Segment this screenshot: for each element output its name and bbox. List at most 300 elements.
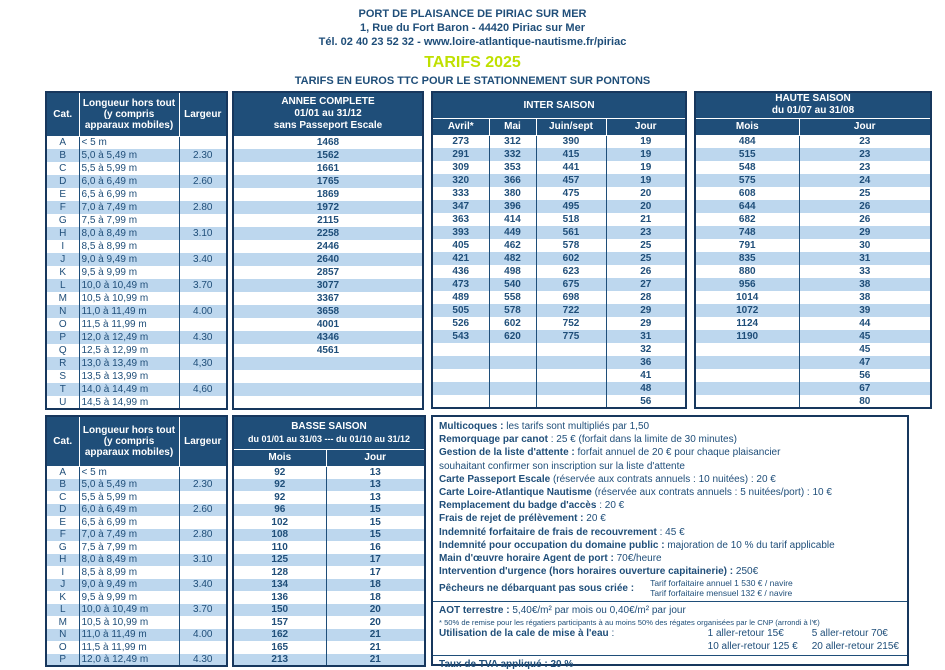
cell-hs_jour: 39 xyxy=(799,304,931,317)
table-row xyxy=(432,135,686,148)
table-row xyxy=(432,369,686,382)
cell-juinsept: 457 xyxy=(536,174,606,187)
cell-annee: 1468 xyxy=(316,137,340,149)
table-row xyxy=(695,174,931,187)
cell-longueur: 7,0 à 7,49 m xyxy=(79,201,179,214)
table-row xyxy=(46,466,227,479)
table-row xyxy=(233,305,423,318)
cell-avril: 393 xyxy=(452,227,470,238)
info-main-oeuvre: Main d'œuvre horaire Agent de port : 70€/heure xyxy=(439,553,662,565)
cell-hs_mois xyxy=(695,343,799,356)
table-row xyxy=(233,641,425,654)
cell-hs_mois: 1072 xyxy=(736,305,759,316)
main-tariff-tables xyxy=(45,91,945,410)
info-intervention-urgence: Intervention d'urgence (hors horaires ouverture capitainerie) : 250€ xyxy=(439,566,759,578)
table-row xyxy=(46,370,227,383)
cell-cat: G xyxy=(58,215,67,226)
cell-jour_inter: 28 xyxy=(606,291,686,304)
info-liste-attente-suite: souhaitant confirmer son inscription sur la liste d'attente xyxy=(439,460,685,472)
cell-largeur: 4.00 xyxy=(179,305,227,318)
haute-title-line1: HAUTE SAISON xyxy=(775,93,851,105)
table-row xyxy=(695,317,931,330)
cell-jour: 16 xyxy=(326,541,425,554)
cell-annee: 1765 xyxy=(316,176,340,187)
cell-mai: 312 xyxy=(489,135,536,148)
table-row xyxy=(233,554,425,567)
cell-juinsept: 675 xyxy=(536,278,606,291)
cell-juinsept: 578 xyxy=(536,239,606,252)
cell-largeur xyxy=(179,292,227,305)
inter-saison-body xyxy=(432,135,686,408)
cell-largeur: 2.80 xyxy=(179,201,227,214)
page-subtitle: TARIFS EN EUROS TTC POUR LE STATIONNEMENT SUR PONTONS xyxy=(294,75,651,87)
port-address: 1, Rue du Fort Baron - 44420 Piriac sur Mer xyxy=(360,22,585,34)
document-header xyxy=(0,0,945,87)
cell-largeur: 4.00 xyxy=(179,629,227,642)
cell-avril xyxy=(432,395,489,408)
cell-cat: M xyxy=(58,616,67,628)
cell-longueur: 10,0 à 10,49 m xyxy=(79,279,179,292)
cell-jour_inter: 32 xyxy=(606,343,686,356)
cell-annee xyxy=(233,396,423,409)
basse-saison-table xyxy=(232,415,426,667)
info-passeport-escale: Carte Passeport Escale (réservée aux contrats annuels : 10 nuitées) : 20 € xyxy=(439,473,776,485)
table-row xyxy=(46,504,227,517)
table-row xyxy=(432,395,686,408)
cell-mai xyxy=(489,369,536,382)
info-domaine-public: Indemnité pour occupation du domaine public : majoration de 10 % du tarif applicable xyxy=(439,539,835,551)
cell-annee: 4001 xyxy=(316,319,340,330)
cell-mois: 102 xyxy=(271,516,289,528)
table-row xyxy=(46,554,227,567)
cell-largeur: 4.30 xyxy=(179,331,227,344)
cell-mai: 498 xyxy=(489,265,536,278)
cell-cat: U xyxy=(59,396,67,408)
cell-avril xyxy=(432,343,489,356)
cell-juinsept: 390 xyxy=(536,135,606,148)
cell-jour_inter: 31 xyxy=(606,330,686,343)
cell-hs_jour: 26 xyxy=(799,200,931,213)
table-row xyxy=(46,344,227,357)
cell-longueur: 5,0 à 5,49 m xyxy=(79,149,179,162)
cell-cat: I xyxy=(61,566,65,578)
basse-title-line2: du 01/01 au 31/03 --- du 01/10 au 31/12 xyxy=(247,433,411,444)
table-row xyxy=(46,579,227,592)
cell-jour: 20 xyxy=(326,616,425,629)
cell-annee xyxy=(233,357,423,370)
cell-juinsept: 561 xyxy=(536,226,606,239)
cell-largeur xyxy=(179,466,227,479)
cell-mai: 602 xyxy=(489,317,536,330)
cell-mois: 125 xyxy=(271,554,289,566)
cell-largeur: 3.70 xyxy=(179,279,227,292)
cell-jour_inter: 19 xyxy=(606,148,686,161)
cell-jour: 13 xyxy=(326,491,425,504)
table-row xyxy=(432,330,686,343)
cell-largeur: 3.40 xyxy=(179,579,227,592)
cell-longueur: 11,0 à 11,49 m xyxy=(79,629,179,642)
table-row xyxy=(46,641,227,654)
cell-hs_mois: 835 xyxy=(738,253,756,264)
regatiers-footnote: * 50% de remise pour les régatiers participants à au moins 50% des régates organisées par le CNP (arrondi à l'€) xyxy=(439,617,820,627)
col-header-mai: Mai xyxy=(489,118,536,135)
table-row xyxy=(233,466,425,479)
cell-hs_mois: 791 xyxy=(738,240,756,251)
cell-largeur xyxy=(179,162,227,175)
cell-hs_mois: 1014 xyxy=(736,292,759,303)
table-row xyxy=(46,541,227,554)
table-row xyxy=(46,516,227,529)
table-row xyxy=(233,541,425,554)
cell-mois: 128 xyxy=(271,566,289,578)
cell-mois: 213 xyxy=(271,653,289,665)
cell-jour_inter: 29 xyxy=(606,304,686,317)
cell-cat: F xyxy=(59,202,66,213)
table-row xyxy=(432,265,686,278)
cell-cat: L xyxy=(59,604,66,616)
cell-hs_jour: 33 xyxy=(799,265,931,278)
cell-hs_jour: 47 xyxy=(799,356,931,369)
cell-annee: 1661 xyxy=(316,163,340,174)
cell-longueur: 6,5 à 6,99 m xyxy=(79,516,179,529)
table-row xyxy=(233,504,425,517)
cell-longueur: 11,5 à 11,99 m xyxy=(79,318,179,331)
cell-annee: 2446 xyxy=(316,241,340,252)
table-row xyxy=(46,214,227,227)
cell-hs_jour: 29 xyxy=(799,226,931,239)
cell-longueur: 8,0 à 8,49 m xyxy=(79,227,179,240)
cell-jour_inter: 19 xyxy=(606,161,686,174)
basse-categories-body xyxy=(46,466,227,666)
table-row xyxy=(432,187,686,200)
col-header-jour-inter: Jour xyxy=(606,118,686,135)
table-row xyxy=(46,383,227,396)
cell-cat: B xyxy=(59,150,67,161)
table-row xyxy=(695,252,931,265)
table-row xyxy=(432,148,686,161)
cell-mois: 96 xyxy=(274,504,286,516)
cell-cat: D xyxy=(59,504,67,516)
table-row xyxy=(695,200,931,213)
cell-cat: O xyxy=(58,641,67,653)
cell-cat: O xyxy=(58,319,67,330)
cell-jour: 15 xyxy=(326,504,425,517)
cell-mai: 414 xyxy=(489,213,536,226)
cell-juinsept: 495 xyxy=(536,200,606,213)
table-row xyxy=(233,579,425,592)
cell-longueur: 14,0 à 14,49 m xyxy=(79,383,179,396)
table-row xyxy=(432,343,686,356)
pecheurs-tarif-mensuel: Tarif forfaitaire mensuel 132 € / navire xyxy=(650,588,793,599)
table-row xyxy=(695,213,931,226)
cell-jour_inter: 20 xyxy=(606,187,686,200)
table-row xyxy=(695,382,931,395)
cell-avril: 320 xyxy=(452,175,470,186)
cell-cat: E xyxy=(59,189,67,200)
cell-largeur: 2.30 xyxy=(179,479,227,492)
table-row xyxy=(233,654,425,667)
cell-cat: D xyxy=(59,176,67,187)
cell-cat: C xyxy=(59,491,67,503)
table-row xyxy=(46,253,227,266)
cell-mai: 366 xyxy=(489,174,536,187)
info-divider xyxy=(433,601,907,602)
cell-mai: 620 xyxy=(489,330,536,343)
cell-longueur: 6,0 à 6,49 m xyxy=(79,504,179,517)
cell-jour: 17 xyxy=(326,554,425,567)
cell-largeur: 2.60 xyxy=(179,175,227,188)
cell-largeur xyxy=(179,616,227,629)
table-row xyxy=(46,591,227,604)
pecheurs-tarif-annuel: Tarif forfaitaire annuel 1 530 € / navire xyxy=(650,578,793,589)
info-aot-terrestre: AOT terrestre : 5,40€/m² par mois ou 0,40€/m² par jour xyxy=(439,605,686,617)
col-header-haute-mois: Mois xyxy=(695,118,799,135)
cell-juinsept xyxy=(536,395,606,408)
cell-largeur xyxy=(179,541,227,554)
cell-cat: H xyxy=(59,554,67,566)
cell-mai: 578 xyxy=(489,304,536,317)
table-row xyxy=(233,175,423,188)
table-row xyxy=(46,201,227,214)
table-row xyxy=(46,629,227,642)
cell-avril xyxy=(432,382,489,395)
cell-largeur xyxy=(179,188,227,201)
cell-longueur: 6,5 à 6,99 m xyxy=(79,188,179,201)
cell-largeur xyxy=(179,136,227,149)
col-header-basse-jour: Jour xyxy=(326,449,425,466)
table-row xyxy=(695,187,931,200)
cell-largeur: 3.10 xyxy=(179,227,227,240)
cell-hs_jour: 26 xyxy=(799,213,931,226)
cell-longueur: 5,0 à 5,49 m xyxy=(79,479,179,492)
cell-hs_mois: 644 xyxy=(738,201,756,212)
cell-largeur xyxy=(179,214,227,227)
cell-hs_mois xyxy=(695,382,799,395)
table-row xyxy=(432,200,686,213)
haute-title-line2: du 01/07 au 31/08 xyxy=(771,105,855,117)
info-cale-mise-a-leau xyxy=(439,628,901,653)
cell-largeur xyxy=(179,591,227,604)
info-rejet-prelevement: Frais de rejet de prélèvement : 20 € xyxy=(439,513,606,525)
table-row xyxy=(46,604,227,617)
info-pecheurs xyxy=(439,578,901,598)
basse-table-categories xyxy=(45,415,228,667)
cell-annee: 1562 xyxy=(316,150,340,161)
phone-number: Tél. 02 40 23 52 32 - xyxy=(318,36,424,48)
cell-longueur: 9,0 à 9,49 m xyxy=(79,579,179,592)
cell-hs_jour: 24 xyxy=(799,174,931,187)
cell-cat: K xyxy=(59,267,67,278)
cell-jour_inter: 25 xyxy=(606,252,686,265)
cell-hs_jour: 67 xyxy=(799,382,931,395)
cale-tarif-20ar: 20 aller-retour 215€ xyxy=(811,640,899,652)
haute-saison-body xyxy=(695,135,931,408)
cell-mai: 332 xyxy=(489,148,536,161)
table-row xyxy=(46,616,227,629)
cell-mai: 558 xyxy=(489,291,536,304)
cell-avril: 526 xyxy=(452,318,470,329)
cell-cat: E xyxy=(59,516,67,528)
cell-annee: 4561 xyxy=(316,345,340,356)
cell-cat: H xyxy=(59,228,67,239)
cell-longueur: 11,0 à 11,49 m xyxy=(79,305,179,318)
cell-jour: 21 xyxy=(326,654,425,667)
table-row xyxy=(46,240,227,253)
cell-annee xyxy=(233,370,423,383)
cell-juinsept: 475 xyxy=(536,187,606,200)
cell-juinsept: 623 xyxy=(536,265,606,278)
cell-largeur xyxy=(179,491,227,504)
cell-cat: S xyxy=(59,371,67,382)
col-header-haute-jour: Jour xyxy=(799,118,931,135)
cell-longueur: 9,0 à 9,49 m xyxy=(79,253,179,266)
cell-hs_jour: 45 xyxy=(799,343,931,356)
cell-cat: P xyxy=(59,332,67,343)
table-row xyxy=(46,279,227,292)
cell-cat: G xyxy=(58,541,67,553)
pecheurs-label: Pêcheurs ne débarquant pas sous criée : xyxy=(439,582,635,594)
cell-mois: 92 xyxy=(274,491,286,503)
cell-hs_mois: 515 xyxy=(738,149,756,160)
cell-juinsept: 775 xyxy=(536,330,606,343)
table-row xyxy=(46,136,227,149)
cell-jour: 13 xyxy=(326,466,425,479)
basse-saison-title xyxy=(233,416,425,449)
annee-line1: ANNEE COMPLETE xyxy=(281,96,375,108)
cell-longueur: < 5 m xyxy=(79,466,179,479)
cell-cat: A xyxy=(59,467,67,478)
cale-tarif-5ar: 5 aller-retour 70€ xyxy=(811,628,888,640)
cell-hs_jour: 30 xyxy=(799,239,931,252)
cell-cat: Q xyxy=(58,345,67,356)
pecheurs-tarifs xyxy=(650,578,793,598)
cell-largeur: 2.60 xyxy=(179,504,227,517)
table-row xyxy=(233,604,425,617)
cell-annee: 2640 xyxy=(316,254,340,265)
table-row xyxy=(233,370,423,383)
cell-juinsept xyxy=(536,356,606,369)
cell-hs_mois: 575 xyxy=(738,175,756,186)
cell-juinsept: 698 xyxy=(536,291,606,304)
table-row xyxy=(233,383,423,396)
cell-longueur: 10,5 à 10,99 m xyxy=(79,616,179,629)
col-header-basse-mois: Mois xyxy=(233,449,326,466)
cell-jour_inter: 21 xyxy=(606,213,686,226)
table-row xyxy=(46,479,227,492)
cell-cat: B xyxy=(59,479,67,491)
cell-largeur xyxy=(179,344,227,357)
cell-cat: I xyxy=(61,241,65,252)
cell-mois: 157 xyxy=(271,616,289,628)
cell-largeur: 3.10 xyxy=(179,554,227,567)
cell-largeur: 3.40 xyxy=(179,253,227,266)
table-row xyxy=(233,331,423,344)
table-row xyxy=(233,201,423,214)
table-row xyxy=(233,279,423,292)
basse-saison-body xyxy=(233,466,425,666)
website-url: www.loire-atlantique-nautisme.fr/piriac xyxy=(423,36,627,48)
page-title: TARIFS 2025 xyxy=(424,54,521,71)
table-row xyxy=(233,253,423,266)
cell-hs_mois: 748 xyxy=(738,227,756,238)
main-table-annee-complete xyxy=(232,91,424,410)
cell-avril: 273 xyxy=(452,136,470,148)
cell-juinsept: 752 xyxy=(536,317,606,330)
cell-annee: 1972 xyxy=(316,202,340,213)
cell-hs_jour: 38 xyxy=(799,291,931,304)
cell-hs_jour: 38 xyxy=(799,278,931,291)
table-row xyxy=(233,240,423,253)
table-row xyxy=(233,136,423,149)
table-row xyxy=(46,396,227,409)
table-row xyxy=(695,278,931,291)
cell-jour: 21 xyxy=(326,629,425,642)
cell-jour: 21 xyxy=(326,641,425,654)
cell-longueur: 12,0 à 12,49 m xyxy=(79,654,179,667)
table-row xyxy=(233,162,423,175)
cell-annee: 3658 xyxy=(316,306,340,317)
cell-jour: 15 xyxy=(326,529,425,542)
cale-tarif-1ar: 1 aller-retour 15€ xyxy=(707,628,784,640)
table-row xyxy=(46,149,227,162)
cell-longueur: 6,0 à 6,49 m xyxy=(79,175,179,188)
cell-avril: 436 xyxy=(452,266,470,277)
cell-annee: 2857 xyxy=(316,267,340,278)
cell-mai xyxy=(489,382,536,395)
table-row xyxy=(46,162,227,175)
cell-annee xyxy=(233,383,423,396)
cell-hs_jour: 31 xyxy=(799,252,931,265)
info-tva: Taux de TVA appliqué : 20 % xyxy=(433,655,907,670)
cell-jour: 17 xyxy=(326,566,425,579)
table-row xyxy=(432,239,686,252)
cell-jour_inter: 26 xyxy=(606,265,686,278)
info-badge: Remplacement du badge d'accès : 20 € xyxy=(439,500,625,512)
table-row xyxy=(233,566,425,579)
table-row xyxy=(46,227,227,240)
basse-col-header-largeur: Largeur xyxy=(179,416,227,466)
col-header-annee-complete xyxy=(233,92,423,136)
cell-longueur: 13,0 à 13,49 m xyxy=(79,357,179,370)
cell-mois: 165 xyxy=(271,641,289,653)
cell-cat: J xyxy=(60,254,66,265)
cell-hs_jour: 23 xyxy=(799,135,931,148)
cell-largeur xyxy=(179,566,227,579)
cell-longueur: 7,0 à 7,49 m xyxy=(79,529,179,542)
col-header-juin-sept: Juin/sept xyxy=(536,118,606,135)
cell-longueur: < 5 m xyxy=(79,136,179,149)
table-row xyxy=(233,396,423,409)
table-row xyxy=(233,591,425,604)
cale-tarifs xyxy=(708,628,899,653)
cell-avril: 333 xyxy=(452,188,470,199)
table-row xyxy=(46,357,227,370)
cell-hs_jour: 23 xyxy=(799,161,931,174)
table-row xyxy=(233,214,423,227)
cale-tarif-10ar: 10 aller-retour 125 € xyxy=(707,640,798,652)
cell-jour_inter: 56 xyxy=(606,395,686,408)
cell-juinsept xyxy=(536,343,606,356)
cell-jour_inter: 25 xyxy=(606,239,686,252)
table-row xyxy=(432,382,686,395)
cell-avril: 363 xyxy=(452,214,470,225)
cell-longueur: 13,5 à 13,99 m xyxy=(79,370,179,383)
table-row xyxy=(46,331,227,344)
cell-juinsept: 518 xyxy=(536,213,606,226)
cell-jour_inter: 19 xyxy=(606,174,686,187)
cell-jour: 13 xyxy=(326,479,425,492)
cell-hs_mois: 608 xyxy=(738,188,756,199)
